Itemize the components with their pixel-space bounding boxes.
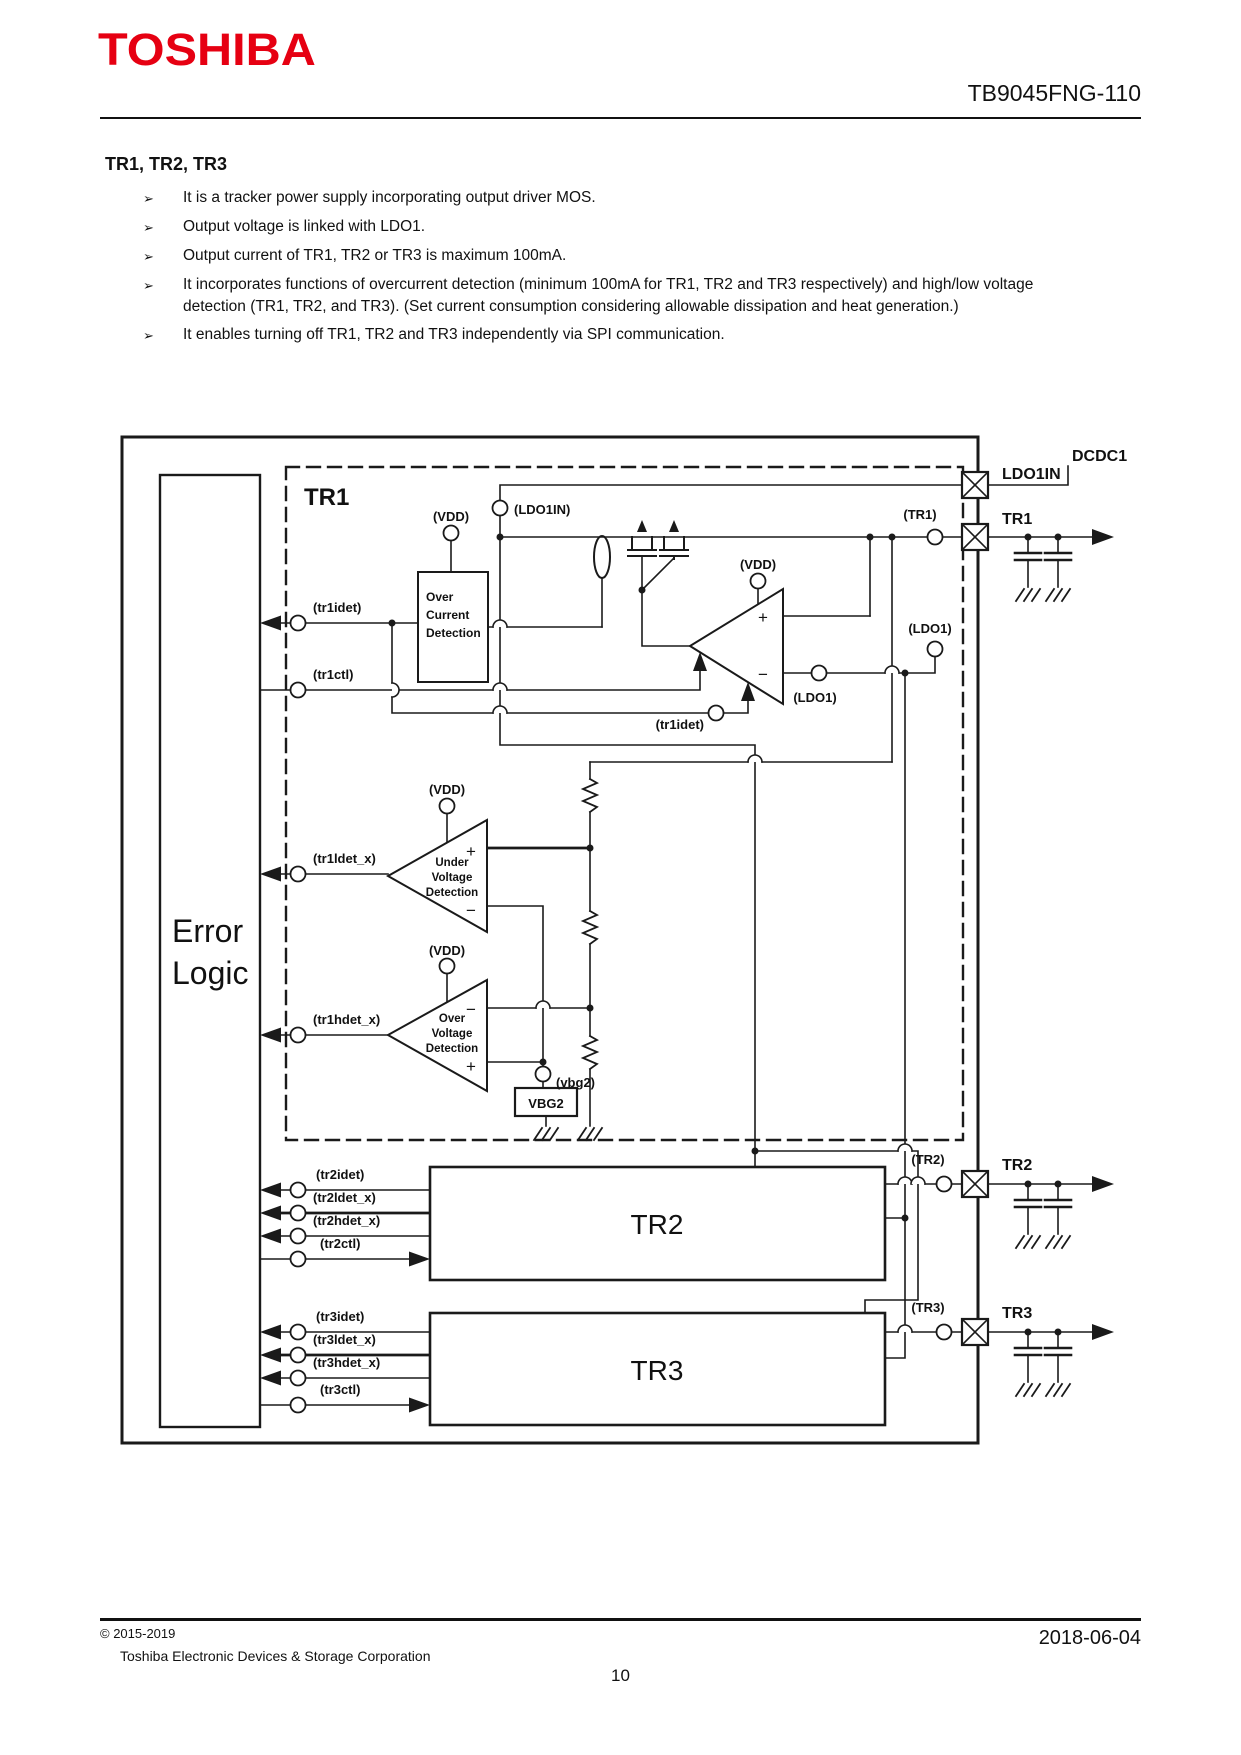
ocd-label: Over: [426, 590, 454, 604]
tr3ctl-terminal: [291, 1398, 306, 1413]
vdd-label: (VDD): [428, 943, 466, 958]
opamp-plus-sign: +: [758, 608, 768, 627]
tr1ldet-terminal: [291, 867, 306, 882]
wire-gate-diagonal: [642, 558, 674, 590]
ovd-label: Detection: [425, 1043, 479, 1055]
ocd-label: Detection: [426, 626, 481, 640]
tr2-pin: [962, 1171, 988, 1197]
arrow-left-icon: [260, 867, 281, 882]
uvd-label: Voltage: [431, 872, 473, 884]
ovd-plus-sign: +: [466, 1057, 476, 1076]
tr3hdet-label: (tr3hdet_x): [313, 1355, 381, 1370]
tr3-terminal: [937, 1325, 952, 1340]
mos-arrow-icon: [669, 520, 679, 532]
wire-uvd-minus: [487, 906, 543, 1067]
tr1ctl-terminal: [291, 683, 306, 698]
vdd-label: (VDD): [432, 509, 470, 524]
ocd-label: Current: [426, 608, 470, 622]
company-name: Toshiba Electronic Devices & Storage Corporation: [120, 1648, 431, 1664]
bullet-text: It is a tracker power supply incorporating output driver MOS.: [183, 189, 596, 206]
arrow-left-icon: [260, 616, 281, 631]
footer-rule: [100, 1618, 1141, 1621]
tr1-block-label: TR1: [304, 484, 350, 511]
tr2hdet-label: (tr2hdet_x): [313, 1213, 381, 1228]
bullet-marker-icon: ➢: [143, 220, 154, 235]
pmos-left-icon: [628, 537, 656, 556]
arrow-left-icon: [260, 1206, 281, 1221]
opamp-minus-sign: −: [758, 665, 768, 684]
ldo1-terminal: [812, 666, 827, 681]
capacitor-icon: [1015, 1181, 1041, 1249]
page-number: 10: [611, 1666, 630, 1685]
bullet-text: It enables turning off TR1, TR2 and TR3 independently via SPI communication.: [183, 326, 725, 343]
arrow-left-icon: [260, 1028, 281, 1043]
tr1idet-label: (tr1idet): [313, 600, 362, 615]
bullet-marker-icon: ➢: [143, 191, 154, 206]
resistor-icon: [583, 779, 597, 812]
vdd-label: (VDD): [739, 557, 777, 572]
dcdc1-pin-label: DCDC1: [1072, 448, 1128, 465]
tr3ctl-label: (tr3ctl): [320, 1382, 361, 1397]
wire-opamp-out: [642, 590, 690, 646]
tr1idet-terminal: [291, 616, 306, 631]
capacitor-icon: [1045, 534, 1071, 602]
error-logic-label-line1: Error: [172, 913, 244, 949]
arrow-right-icon: [1092, 1176, 1114, 1192]
tr1-pin-label: TR1: [1002, 511, 1033, 528]
pmos-right-icon: [660, 537, 688, 559]
uvd-minus-sign: −: [466, 901, 476, 920]
tr2idet-label: (tr2idet): [316, 1167, 365, 1182]
copyright-text: © 2015-2019: [100, 1626, 176, 1641]
bullet-text: Output voltage is linked with LDO1.: [183, 218, 426, 235]
tr1-pin: [962, 524, 988, 550]
wire-busB: [885, 673, 905, 1358]
bullet-marker-icon: ➢: [143, 328, 154, 343]
tr1ldet-label: (tr1ldet_x): [313, 851, 376, 866]
document-date: 2018-06-04: [1038, 1627, 1141, 1649]
tr3-block-label: TR3: [630, 1355, 684, 1386]
tr1hdet-label: (tr1hdet_x): [313, 1012, 381, 1027]
section-title: TR1, TR2, TR3: [105, 154, 228, 174]
bullet-marker-icon: ➢: [143, 278, 154, 293]
vbg2-terminal-label: (vbg2): [556, 1075, 595, 1090]
vdd-terminal: [751, 574, 766, 589]
current-sense-icon: [594, 536, 610, 578]
ldo1-label: (LDO1): [793, 690, 837, 705]
tr2ldet-label: (tr2ldet_x): [313, 1190, 376, 1205]
tr1hdet-terminal: [291, 1028, 306, 1043]
ldo1in-pin-label: LDO1IN: [1002, 466, 1061, 483]
toshiba-logo: TOSHIBA: [98, 24, 316, 75]
wire-opamp-minus: [783, 656, 935, 673]
uvd-plus-sign: +: [466, 842, 476, 861]
tr3-pin-label: TR3: [1002, 1305, 1033, 1322]
error-logic-block: [160, 475, 260, 1427]
tr2idet-terminal: [291, 1183, 306, 1198]
bullet-marker-icon: ➢: [143, 249, 154, 264]
arrow-left-icon: [260, 1371, 281, 1386]
part-number: TB9045FNG-110: [967, 80, 1141, 106]
outer-chip-boundary: [122, 437, 978, 1443]
arrow-right-icon: [1092, 529, 1114, 545]
resistor-icon: [583, 1036, 597, 1069]
tr2-block-label: TR2: [630, 1209, 684, 1240]
tr3-terminal-label: (TR3): [911, 1300, 945, 1315]
resistor-icon: [583, 911, 597, 944]
arrow-right-icon: [409, 1398, 430, 1413]
arrow-left-icon: [260, 1183, 281, 1198]
tr3ldet-terminal: [291, 1348, 306, 1363]
tr1idet-sense-label: (tr1idet): [655, 717, 704, 732]
vdd-terminal: [444, 526, 459, 541]
tr2hdet-terminal: [291, 1229, 306, 1244]
tr3idet-label: (tr3idet): [316, 1309, 365, 1324]
ground-icon: [534, 1128, 558, 1140]
capacitor-icon: [1045, 1181, 1071, 1249]
arrow-right-icon: [409, 1252, 430, 1267]
tr1-terminal-label: (TR1): [903, 507, 937, 522]
pass-transistors: [594, 536, 688, 578]
ldo1-terminal: [928, 642, 943, 657]
error-amplifier: [690, 589, 783, 704]
pin-labels: [1002, 448, 1127, 1322]
tr1-dashed-block: [286, 467, 963, 1140]
tr3idet-terminal: [291, 1325, 306, 1340]
ldo1in-terminal: [493, 501, 508, 516]
arrow-left-icon: [260, 1348, 281, 1363]
tr2ctl-label: (tr2ctl): [320, 1236, 361, 1251]
tr1idet-sense-terminal: [709, 706, 724, 721]
vdd-label: (VDD): [428, 782, 466, 797]
tr2ldet-terminal: [291, 1206, 306, 1221]
ldo1in-pin: [962, 472, 988, 498]
arrow-left-icon: [260, 1229, 281, 1244]
capacitor-icon: [1015, 1329, 1041, 1397]
arrow-right-icon: [1092, 1324, 1114, 1340]
tr2-terminal: [937, 1177, 952, 1192]
uvd-label: Under: [435, 857, 469, 869]
tr2-terminal-label: (TR2): [911, 1152, 945, 1167]
bullet-text: It incorporates functions of overcurrent detection (minimum 100mA for TR1, TR2 and TR3 respectively) and high/low voltage detection (TR1, TR2, and TR3). (Set current consumption considering allowable dissipation and heat generation.): [183, 276, 1034, 315]
tr3-pin: [962, 1319, 988, 1345]
capacitor-icon: [1015, 534, 1041, 602]
error-logic-label-line2: Logic: [172, 955, 249, 991]
ldo1-label: (LDO1): [908, 621, 952, 636]
ldo1in-label: (LDO1IN): [514, 502, 571, 517]
tr1ctl-label: (tr1ctl): [313, 667, 354, 682]
tr1-terminal: [928, 530, 943, 545]
tr3ldet-label: (tr3ldet_x): [313, 1332, 376, 1347]
vbg2-terminal: [536, 1067, 551, 1082]
vbg2-label: VBG2: [528, 1096, 564, 1111]
mos-arrow-icon: [637, 520, 647, 532]
ovd-label: Voltage: [431, 1028, 473, 1040]
tr2ctl-terminal: [291, 1252, 306, 1267]
tr2-pin-label: TR2: [1002, 1157, 1033, 1174]
vdd-terminal: [440, 959, 455, 974]
bullet-text: Output current of TR1, TR2 or TR3 is maximum 100mA.: [183, 247, 567, 264]
ovd-label: Over: [438, 1013, 466, 1025]
capacitor-icon: [1045, 1329, 1071, 1397]
vdd-terminal: [440, 799, 455, 814]
ovd-minus-sign: −: [466, 1000, 476, 1019]
arrow-left-icon: [260, 1325, 281, 1340]
uvd-label: Detection: [425, 887, 479, 899]
tr3hdet-terminal: [291, 1371, 306, 1386]
ground-icon: [578, 1128, 602, 1140]
